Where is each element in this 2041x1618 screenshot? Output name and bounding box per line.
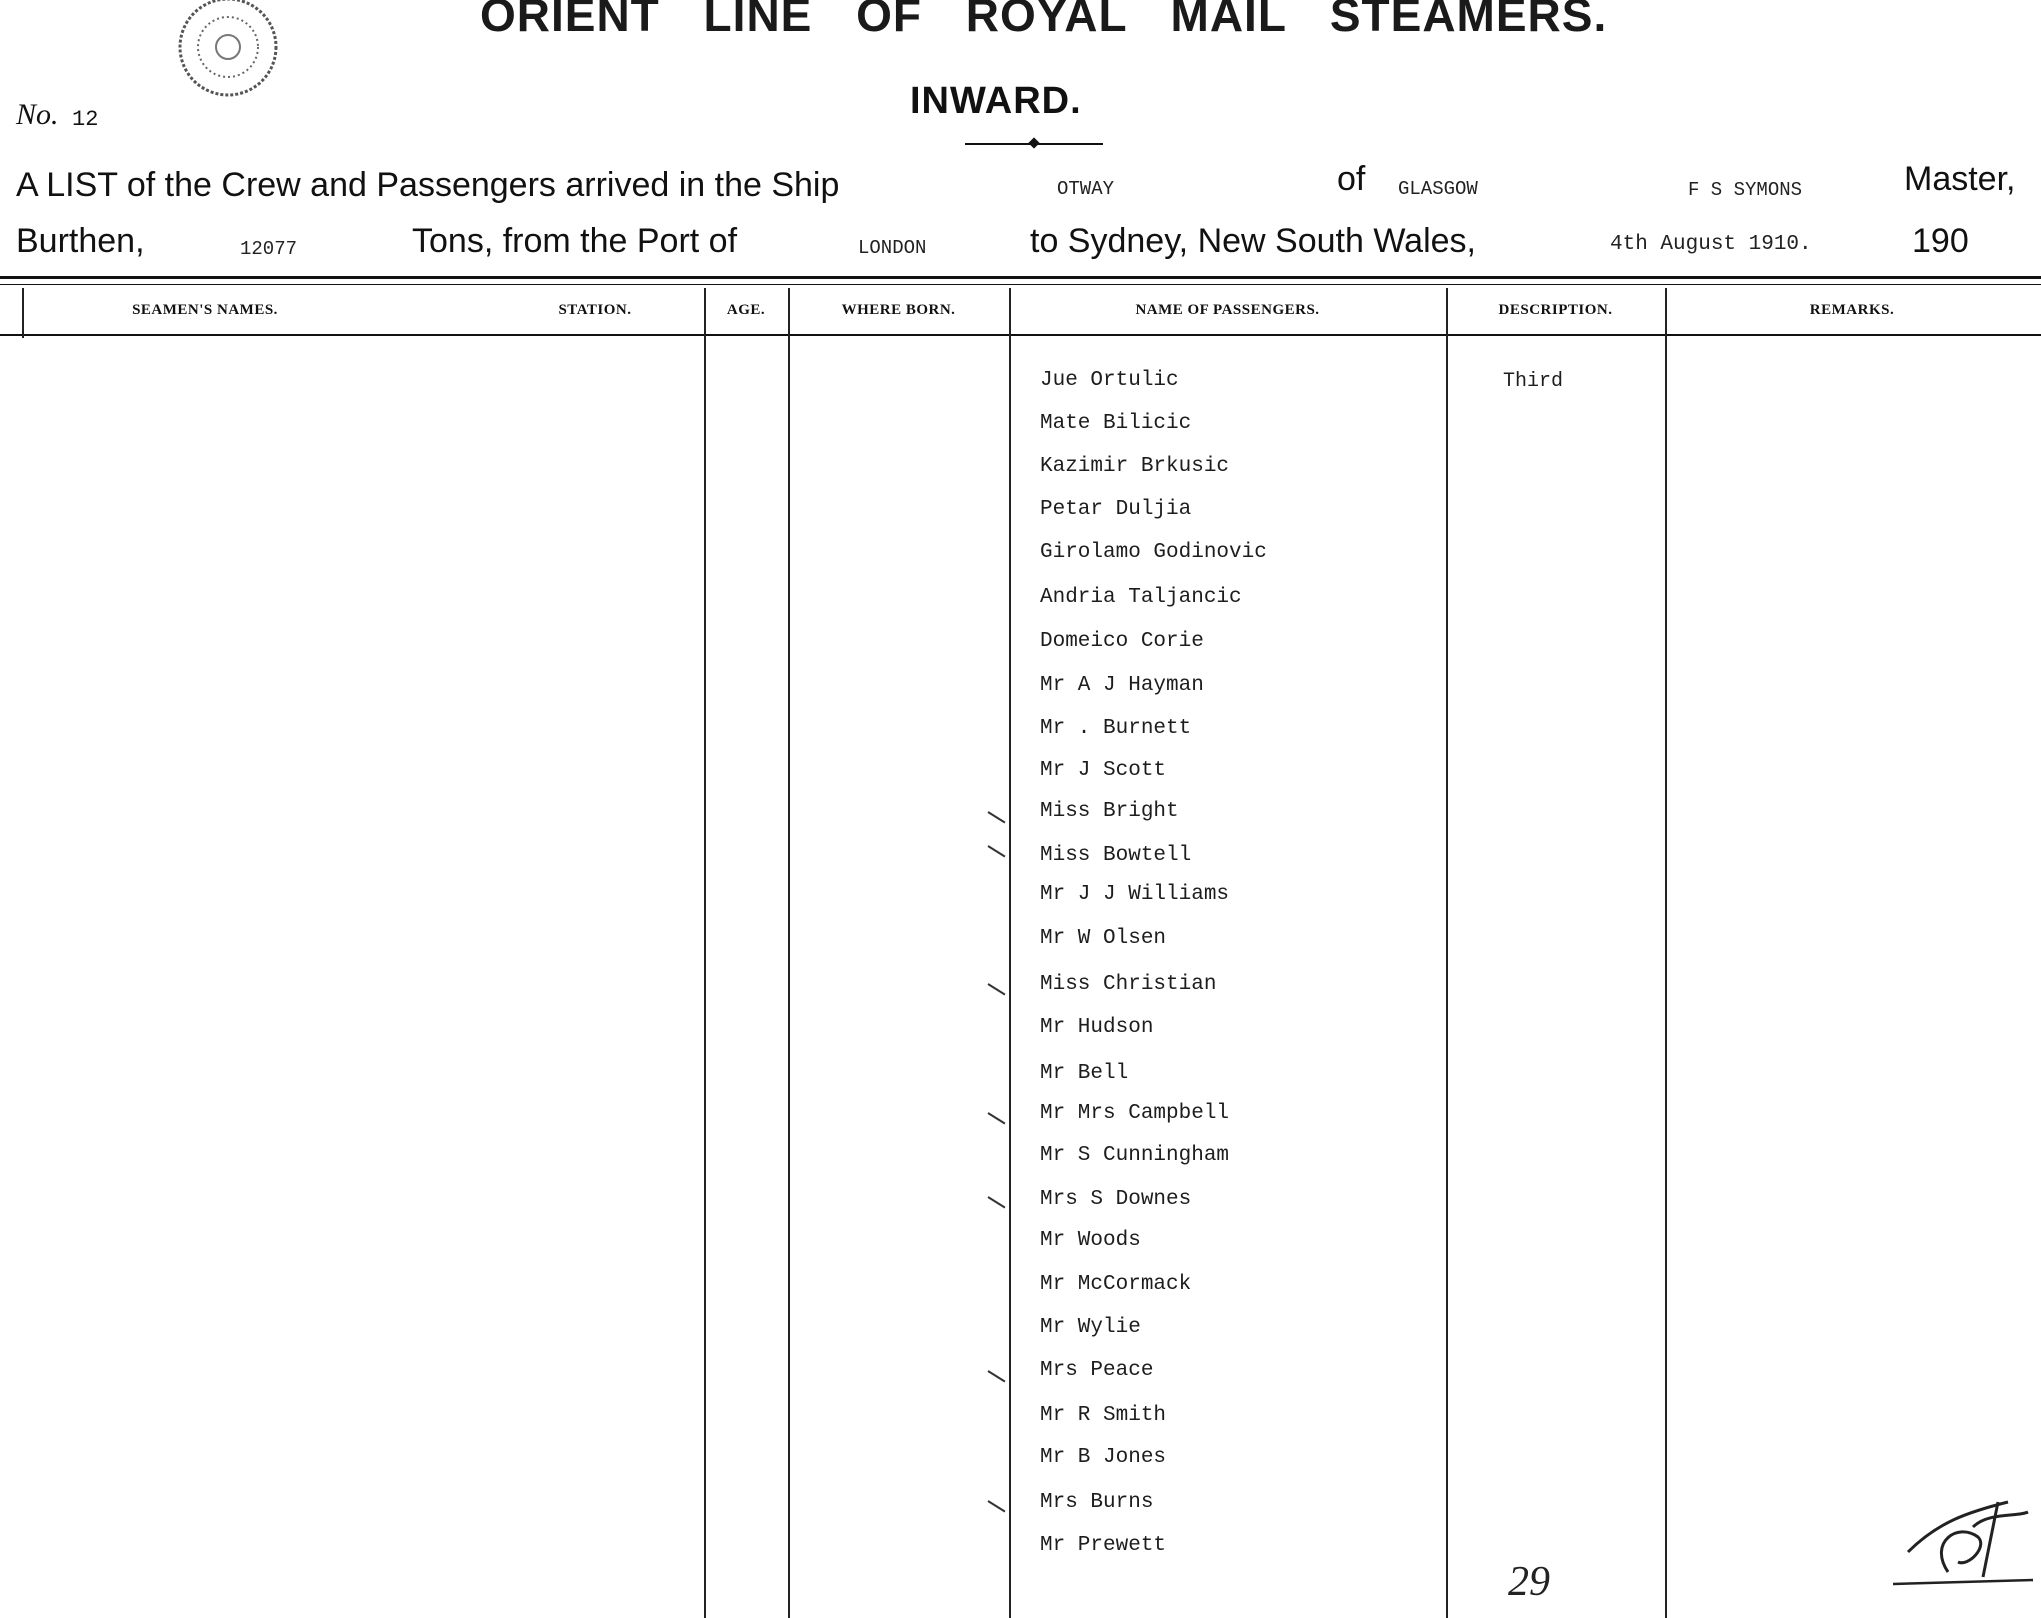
burthen-label: Burthen, (16, 222, 145, 260)
col-divider-age-born (788, 288, 790, 1618)
passenger-name: Mr . Burnett (1040, 717, 1192, 740)
passenger-total-count: 29 (1508, 1559, 1550, 1605)
header-bottom-rule (0, 334, 2041, 336)
passenger-name: Mr J Scott (1040, 759, 1167, 782)
tick-mark (987, 1370, 1005, 1382)
col-divider-desc-remarks (1665, 288, 1667, 1618)
intro-line1-text: A LIST of the Crew and Passengers arrived in the Ship (16, 166, 840, 204)
description-third: Third (1503, 370, 1564, 393)
passenger-name: Mr J J Williams (1040, 883, 1230, 906)
passenger-name: Mr A J Hayman (1040, 674, 1204, 697)
col-header-seamen: SEAMEN'S NAMES. (132, 302, 278, 318)
seal-stamp-icon (168, 0, 288, 102)
from-port-value: LONDON (858, 237, 927, 259)
signature-icon (1888, 1482, 2038, 1592)
tick-mark (987, 845, 1005, 857)
passenger-name: Mr B Jones (1040, 1446, 1167, 1469)
tick-mark (987, 1196, 1005, 1208)
col-divider-passengers-desc (1446, 288, 1448, 1618)
passenger-name: Miss Christian (1040, 973, 1217, 996)
passenger-name: Girolamo Godinovic (1040, 541, 1267, 564)
table-top-rule-thin (0, 284, 2041, 285)
passenger-name: Mr Bell (1040, 1062, 1129, 1085)
passenger-name: Domeico Corie (1040, 630, 1204, 653)
underline-diamond (1028, 137, 1039, 148)
arrival-date: 4th August 1910. (1610, 233, 1812, 256)
tick-mark (987, 1112, 1005, 1124)
number-value: 12 (72, 107, 99, 132)
document-title: ORIENT LINE OF ROYAL MAIL STEAMERS. (480, 0, 1608, 41)
passenger-name: Mr Mrs Campbell (1040, 1102, 1230, 1125)
intro-of-text: of (1337, 160, 1366, 198)
passenger-name: Mrs Peace (1040, 1359, 1154, 1382)
col-header-where-born: WHERE BORN. (841, 302, 956, 318)
passenger-name: Mr R Smith (1040, 1404, 1167, 1427)
passenger-name: Miss Bright (1040, 800, 1179, 823)
col-divider-left (22, 288, 24, 338)
tons-from-port-text: Tons, from the Port of (412, 222, 738, 260)
to-sydney-text: to Sydney, New South Wales, (1030, 222, 1476, 260)
passenger-name: Andria Taljancic (1040, 586, 1242, 609)
passenger-name: Mrs S Downes (1040, 1188, 1192, 1211)
passenger-name: Mr Wylie (1040, 1316, 1141, 1339)
passenger-name: Kazimir Brkusic (1040, 455, 1230, 478)
col-header-age: AGE. (726, 302, 766, 318)
tons-value: 12077 (240, 238, 298, 260)
master-name: F S SYMONS (1688, 179, 1803, 201)
passenger-name: Mr McCormack (1040, 1273, 1192, 1296)
direction-label: INWARD. (910, 80, 1082, 122)
passenger-name: Mr S Cunningham (1040, 1144, 1230, 1167)
col-divider-station-age (704, 288, 706, 1618)
passenger-name: Jue Ortulic (1040, 369, 1179, 392)
ship-name: OTWAY (1057, 178, 1115, 200)
passenger-name: Mr Prewett (1040, 1534, 1167, 1557)
table-top-rule (0, 276, 2041, 279)
passenger-name: Mr Hudson (1040, 1016, 1154, 1039)
tick-mark (987, 1500, 1005, 1512)
col-divider-born-passengers (1009, 288, 1011, 1618)
passenger-name: Mrs Burns (1040, 1491, 1154, 1514)
col-header-station: STATION. (558, 302, 632, 318)
port-of-registry: GLASGOW (1398, 178, 1478, 200)
passenger-name: Miss Bowtell (1040, 844, 1192, 867)
col-header-description: DESCRIPTION. (1498, 302, 1613, 318)
col-header-passengers: NAME OF PASSENGERS. (1135, 302, 1320, 318)
tick-mark (987, 983, 1005, 995)
tick-mark (987, 811, 1005, 823)
passenger-name: Mate Bilicic (1040, 412, 1192, 435)
col-header-remarks: REMARKS. (1809, 302, 1895, 318)
number-label: No. (16, 98, 59, 131)
intro-master-text: Master, (1904, 160, 2016, 198)
year-prefix: 190 (1912, 222, 1969, 260)
passenger-name: Mr W Olsen (1040, 927, 1167, 950)
passenger-name: Mr Woods (1040, 1229, 1141, 1252)
passenger-name: Petar Duljia (1040, 498, 1192, 521)
